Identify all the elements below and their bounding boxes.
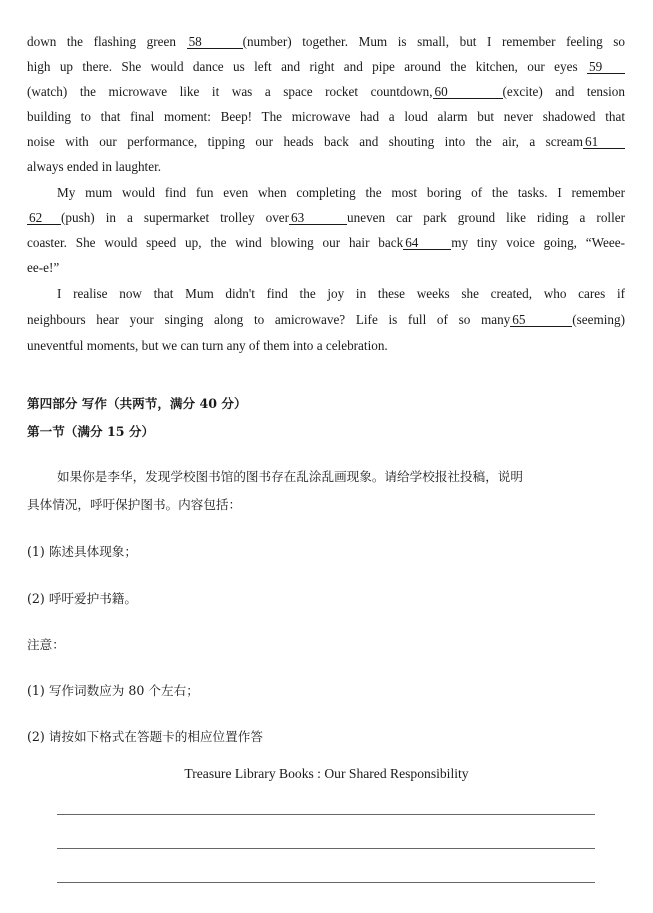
blank-63: 63	[289, 211, 347, 225]
passage-line	[27, 109, 625, 125]
prompt-line: 具体情况，呼吁保护图书。内容包括：	[27, 497, 242, 512]
passage-text: uneven car park ground like riding a roller	[347, 210, 625, 225]
passage-text: always ended in laughter.	[27, 159, 162, 174]
content-item-1: (1) 陈述具体现象；	[27, 544, 137, 559]
passage-text: coaster. She would speed up, the wind blowing our hair back	[27, 235, 404, 250]
passage-line	[57, 286, 625, 302]
blank-59: 59	[587, 60, 625, 74]
passage-text: noise with our performance, tipping our heads back and shouting into the air, a scream	[27, 134, 583, 149]
passage-text: (number) together. Mum is small, but I remember feeling so	[242, 34, 626, 49]
passage-line	[27, 235, 625, 251]
passage-text: down the flashing green	[27, 34, 176, 49]
blank-62: 62	[27, 211, 61, 225]
answer-line	[57, 848, 595, 849]
answer-line	[57, 814, 595, 815]
passage-text: high up there. She would dance us left and right and pipe around the kitchen, our eyes	[27, 59, 578, 74]
passage-text: (excite) and tension	[502, 84, 625, 99]
section-heading: 第一节（满分 15 分）	[27, 424, 155, 439]
passage-line	[27, 312, 625, 328]
passage-line	[27, 84, 625, 100]
answer-line	[57, 882, 595, 883]
passage-line	[27, 210, 625, 226]
passage-text: (push) in a supermarket trolley over	[61, 210, 290, 225]
blank-61: 61	[583, 135, 625, 149]
passage-text: (seeming)	[572, 312, 625, 327]
passage-line	[27, 159, 625, 175]
passage-text: building to that final moment: Beep! The microwave had a loud alarm but never shadowed that	[27, 109, 625, 124]
blank-64: 64	[403, 236, 451, 250]
passage-text: My mum would find fun even when completing the most boring of the tasks. I remember	[57, 185, 625, 200]
passage-text: I realise now that Mum didn't find the joy in these weeks she created, who cares if	[57, 286, 625, 301]
passage-line	[27, 34, 625, 50]
passage-line	[27, 260, 625, 276]
passage-line	[27, 338, 625, 354]
prompt-line: 如果你是李华，发现学校图书馆的图书存在乱涂乱画现象。请给学校报社投稿，说明	[57, 469, 523, 484]
blank-65: 65	[510, 313, 572, 327]
passage-line	[27, 134, 625, 150]
passage-line	[27, 59, 625, 75]
part-heading: 第四部分 写作（共两节，满分 40 分）	[27, 396, 247, 411]
passage-text: uneventful moments, but we can turn any of them into a celebration.	[27, 338, 388, 353]
passage-text: my tiny voice going, “Weee-	[451, 235, 625, 250]
content-item-2: (2) 呼吁爱护书籍。	[27, 591, 137, 606]
blank-58: 58	[187, 35, 243, 49]
blank-60: 60	[433, 85, 503, 99]
essay-title: Treasure Library Books : Our Shared Responsibility	[184, 766, 469, 781]
passage-line	[57, 185, 625, 201]
passage-text: ee-e!”	[27, 260, 60, 275]
note-item-2: (2) 请按如下格式在答题卡的相应位置作答	[27, 729, 263, 744]
passage-text: neighbours hear your singing along to amicrowave? Life is full of so many	[27, 312, 511, 327]
note-label: 注意：	[27, 637, 65, 652]
note-item-1: (1) 写作词数应为 80 个左右；	[27, 683, 199, 698]
passage-text: (watch) the microwave like it was a space rocket countdown,	[27, 84, 433, 99]
